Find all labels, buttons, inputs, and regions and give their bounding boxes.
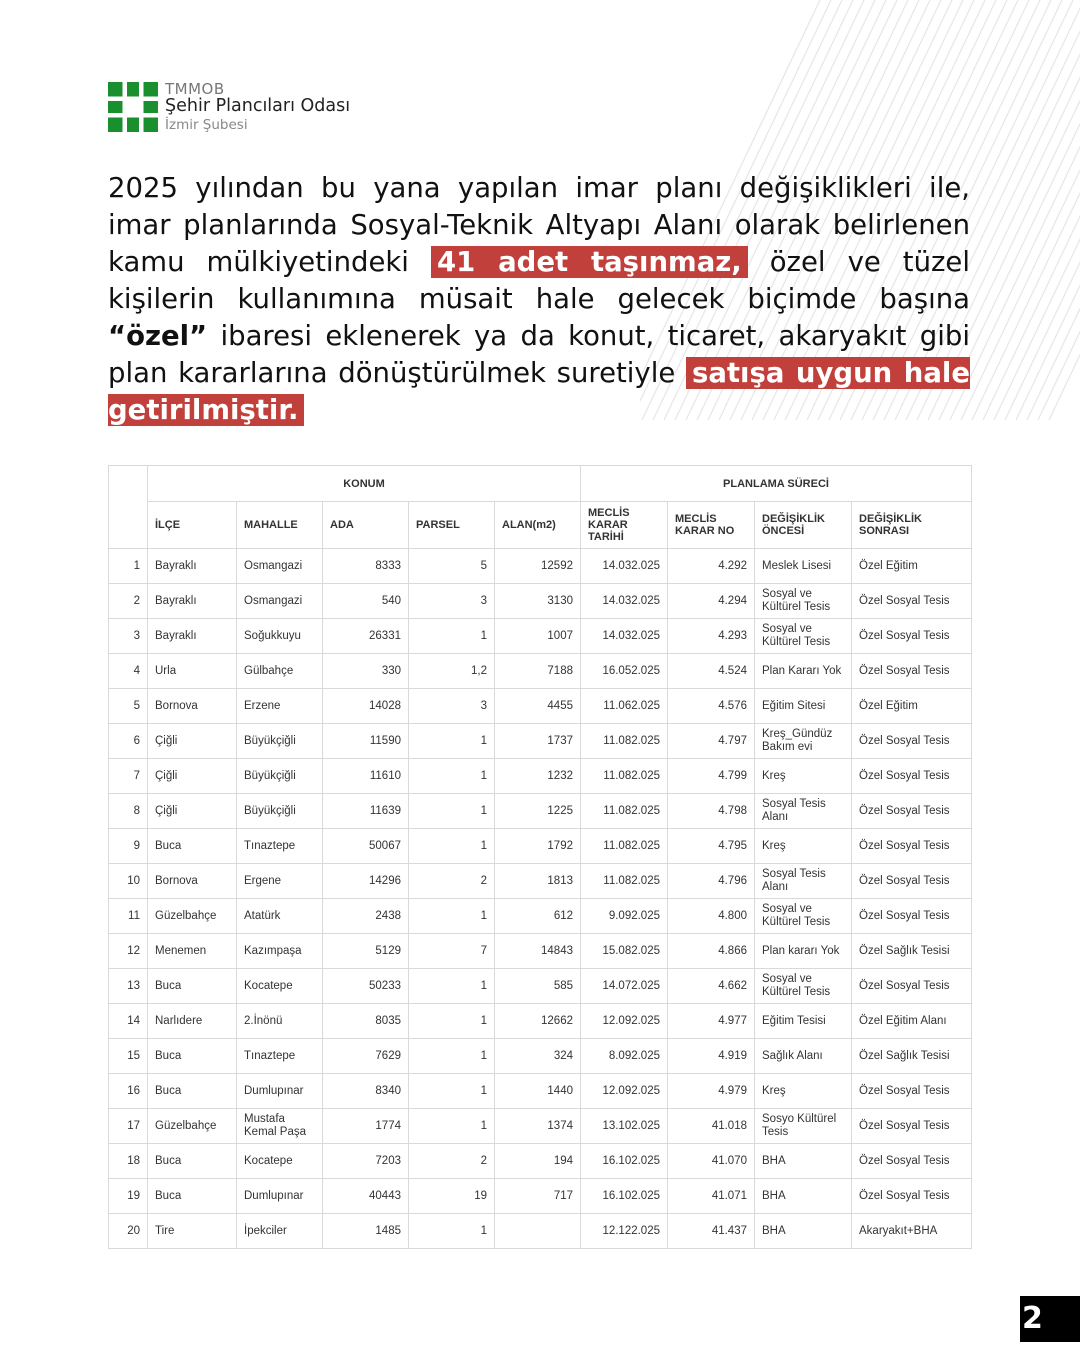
- table-cell: Kreş: [755, 759, 852, 794]
- intro-text-1: 2025 yılından bu yana yapılan imar planı değişiklikleri ile, imar planlarında Sosyal-Teknik Altyapı Alanı olarak belirlenen kamu mülkiyetindeki: [108, 172, 970, 278]
- table-cell: 11.082.025: [581, 724, 668, 759]
- table-cell: Kreş_Gündüz Bakım evi: [755, 724, 852, 759]
- table-cell: 4.524: [668, 654, 755, 689]
- table-cell: [495, 1214, 581, 1249]
- table-cell: Plan Kararı Yok: [755, 654, 852, 689]
- row-index: 6: [109, 724, 148, 759]
- table-cell: 14.032.025: [581, 584, 668, 619]
- table-cell: 1774: [323, 1109, 409, 1144]
- table-cell: 4.294: [668, 584, 755, 619]
- table-cell: Sosyal ve Kültürel Tesis: [755, 584, 852, 619]
- table-cell: 1: [409, 1074, 495, 1109]
- table-cell: 1792: [495, 829, 581, 864]
- property-changes-table: [108, 465, 972, 1249]
- table-cell: Gülbahçe: [237, 654, 323, 689]
- intro-text-2: özel ve tüzel kişilerin kullanımına müsait hale gelecek biçimde başına: [108, 246, 970, 315]
- table-cell: 1: [409, 1214, 495, 1249]
- row-index: 2: [109, 584, 148, 619]
- row-index: 7: [109, 759, 148, 794]
- table-cell: 12662: [495, 1004, 581, 1039]
- table-cell: Özel Eğitim: [852, 549, 972, 584]
- table-cell: 324: [495, 1039, 581, 1074]
- table-row: [109, 654, 972, 689]
- table-row: [109, 584, 972, 619]
- row-index: 19: [109, 1179, 148, 1214]
- table-row: [109, 829, 972, 864]
- row-index: 20: [109, 1214, 148, 1249]
- table-cell: 12.092.025: [581, 1004, 668, 1039]
- table-cell: Dumlupınar: [237, 1074, 323, 1109]
- column-header: MECLİS KARAR TARİHİ: [581, 502, 668, 549]
- table-cell: 41.437: [668, 1214, 755, 1249]
- table-cell: Özel Sosyal Tesis: [852, 1109, 972, 1144]
- table-row: [109, 864, 972, 899]
- table-cell: 1,2: [409, 654, 495, 689]
- table-cell: Sosyal ve Kültürel Tesis: [755, 969, 852, 1004]
- table-cell: Osmangazi: [237, 549, 323, 584]
- table-cell: 194: [495, 1144, 581, 1179]
- table-cell: Bornova: [148, 864, 237, 899]
- table-cell: Buca: [148, 829, 237, 864]
- group-header-planlama: PLANLAMA SÜRECİ: [581, 466, 972, 502]
- page-number: 2: [1020, 1296, 1080, 1342]
- table-cell: 3: [409, 584, 495, 619]
- table-cell: 8.092.025: [581, 1039, 668, 1074]
- table-cell: 14296: [323, 864, 409, 899]
- table-cell: Özel Sosyal Tesis: [852, 1179, 972, 1214]
- table-row: [109, 549, 972, 584]
- table-cell: 1440: [495, 1074, 581, 1109]
- table-cell: 1: [409, 759, 495, 794]
- table-cell: Soğukkuyu: [237, 619, 323, 654]
- table-cell: Kreş: [755, 829, 852, 864]
- table-cell: Büyükçiğli: [237, 794, 323, 829]
- table-cell: Özel Sosyal Tesis: [852, 864, 972, 899]
- table-cell: Eğitim Tesisi: [755, 1004, 852, 1039]
- table-row: [109, 619, 972, 654]
- table-cell: 19: [409, 1179, 495, 1214]
- table-cell: 2: [409, 1144, 495, 1179]
- table-row: [109, 1109, 972, 1144]
- table-cell: 5: [409, 549, 495, 584]
- table-cell: BHA: [755, 1179, 852, 1214]
- table-cell: 50067: [323, 829, 409, 864]
- table-cell: 1: [409, 1039, 495, 1074]
- table-cell: Güzelbahçe: [148, 1109, 237, 1144]
- table-cell: Bayraklı: [148, 584, 237, 619]
- table-cell: Özel Sosyal Tesis: [852, 1144, 972, 1179]
- table-row: [109, 1179, 972, 1214]
- table-row: [109, 1214, 972, 1249]
- column-header: DEĞİŞİKLİK SONRASI: [852, 502, 972, 549]
- table-cell: Büyükçiğli: [237, 759, 323, 794]
- table-cell: Osmangazi: [237, 584, 323, 619]
- table-cell: Atatürk: [237, 899, 323, 934]
- table-cell: 330: [323, 654, 409, 689]
- table-cell: 11.082.025: [581, 829, 668, 864]
- table-cell: Büyükçiğli: [237, 724, 323, 759]
- table-cell: Urla: [148, 654, 237, 689]
- table-cell: Menemen: [148, 934, 237, 969]
- table-cell: Bayraklı: [148, 619, 237, 654]
- table-cell: 4.799: [668, 759, 755, 794]
- table-cell: Eğitim Sitesi: [755, 689, 852, 724]
- table-cell: 4.866: [668, 934, 755, 969]
- table-cell: 4.576: [668, 689, 755, 724]
- table-cell: 11.082.025: [581, 794, 668, 829]
- row-index: 17: [109, 1109, 148, 1144]
- table-cell: 7: [409, 934, 495, 969]
- table-cell: 1: [409, 794, 495, 829]
- table-row: [109, 794, 972, 829]
- logo-branch: İzmir Şubesi: [165, 116, 248, 133]
- table-cell: Sağlık Alanı: [755, 1039, 852, 1074]
- table-cell: 717: [495, 1179, 581, 1214]
- table-cell: 12.122.025: [581, 1214, 668, 1249]
- table-row: [109, 1039, 972, 1074]
- table-cell: Kocatepe: [237, 1144, 323, 1179]
- column-header: MECLİS KARAR NO: [668, 502, 755, 549]
- table-cell: 1225: [495, 794, 581, 829]
- table-cell: 1: [409, 619, 495, 654]
- table-cell: 16.102.025: [581, 1144, 668, 1179]
- index-header: [109, 466, 148, 549]
- table-cell: 14843: [495, 934, 581, 969]
- table-cell: Özel Sosyal Tesis: [852, 794, 972, 829]
- table-cell: 540: [323, 584, 409, 619]
- table-cell: Akaryakıt+BHA: [852, 1214, 972, 1249]
- table-cell: 11610: [323, 759, 409, 794]
- row-index: 13: [109, 969, 148, 1004]
- table-cell: Sosyal ve Kültürel Tesis: [755, 619, 852, 654]
- table-cell: 1737: [495, 724, 581, 759]
- intro-paragraph: [108, 170, 970, 429]
- column-header: DEĞİŞİKLİK ÖNCESİ: [755, 502, 852, 549]
- row-index: 1: [109, 549, 148, 584]
- table-cell: 2: [409, 864, 495, 899]
- table-cell: Buca: [148, 1179, 237, 1214]
- table-cell: 4.979: [668, 1074, 755, 1109]
- table-cell: 3: [409, 689, 495, 724]
- table-cell: İpekciler: [237, 1214, 323, 1249]
- table-cell: Sosyo Kültürel Tesis: [755, 1109, 852, 1144]
- table-cell: 11.082.025: [581, 759, 668, 794]
- table-cell: Meslek Lisesi: [755, 549, 852, 584]
- row-index: 16: [109, 1074, 148, 1109]
- row-index: 15: [109, 1039, 148, 1074]
- table-cell: Sosyal Tesis Alanı: [755, 794, 852, 829]
- table-cell: 41.018: [668, 1109, 755, 1144]
- table-cell: Buca: [148, 1039, 237, 1074]
- table-cell: BHA: [755, 1144, 852, 1179]
- table-cell: 11.082.025: [581, 864, 668, 899]
- table-cell: 612: [495, 899, 581, 934]
- table-cell: 40443: [323, 1179, 409, 1214]
- logo-organization-name: Şehir Plancıları Odası: [165, 96, 351, 116]
- table-cell: 14.032.025: [581, 619, 668, 654]
- table-cell: 11.062.025: [581, 689, 668, 724]
- table-cell: Sosyal Tesis Alanı: [755, 864, 852, 899]
- table-cell: 26331: [323, 619, 409, 654]
- table-row: [109, 724, 972, 759]
- column-header: ALAN(m2): [495, 502, 581, 549]
- table-cell: Kreş: [755, 1074, 852, 1109]
- table-cell: 585: [495, 969, 581, 1004]
- table-cell: Özel Eğitim: [852, 689, 972, 724]
- table-row: [109, 899, 972, 934]
- table-cell: Bayraklı: [148, 549, 237, 584]
- table-cell: 14028: [323, 689, 409, 724]
- table-row: [109, 1074, 972, 1109]
- table-cell: 4.662: [668, 969, 755, 1004]
- table-cell: 50233: [323, 969, 409, 1004]
- column-header: ADA: [323, 502, 409, 549]
- table-cell: 8340: [323, 1074, 409, 1109]
- table-cell: Özel Sosyal Tesis: [852, 969, 972, 1004]
- column-header: İLÇE: [148, 502, 237, 549]
- row-index: 10: [109, 864, 148, 899]
- table-cell: Çiğli: [148, 724, 237, 759]
- row-index: 8: [109, 794, 148, 829]
- row-index: 14: [109, 1004, 148, 1039]
- table-cell: 7203: [323, 1144, 409, 1179]
- table-row: [109, 759, 972, 794]
- row-index: 3: [109, 619, 148, 654]
- table-cell: 9.092.025: [581, 899, 668, 934]
- table-cell: 16.102.025: [581, 1179, 668, 1214]
- table-cell: 1813: [495, 864, 581, 899]
- table-cell: 1232: [495, 759, 581, 794]
- quoted-ozel: “özel”: [108, 320, 208, 352]
- logo-grid-icon: [108, 82, 158, 132]
- table-cell: 1: [409, 1004, 495, 1039]
- table-cell: 4.795: [668, 829, 755, 864]
- table-cell: Tınaztepe: [237, 829, 323, 864]
- table-cell: 12592: [495, 549, 581, 584]
- table-cell: 7188: [495, 654, 581, 689]
- table-cell: Tınaztepe: [237, 1039, 323, 1074]
- table-cell: Özel Sosyal Tesis: [852, 654, 972, 689]
- table-cell: Özel Sosyal Tesis: [852, 619, 972, 654]
- table-cell: 14.072.025: [581, 969, 668, 1004]
- table-cell: Tire: [148, 1214, 237, 1249]
- table-cell: Özel Sosyal Tesis: [852, 724, 972, 759]
- table-cell: 4.919: [668, 1039, 755, 1074]
- table-cell: Bornova: [148, 689, 237, 724]
- table-row: [109, 969, 972, 1004]
- table-cell: Erzene: [237, 689, 323, 724]
- table-cell: 8333: [323, 549, 409, 584]
- table-cell: 5129: [323, 934, 409, 969]
- table-cell: Buca: [148, 1074, 237, 1109]
- highlight-sale-ready: satışa uygun hale getirilmiştir.: [108, 357, 970, 426]
- table-cell: 1: [409, 969, 495, 1004]
- organization-logo: [108, 82, 350, 132]
- table-cell: 4.798: [668, 794, 755, 829]
- row-index: 12: [109, 934, 148, 969]
- table-cell: 41.070: [668, 1144, 755, 1179]
- table-cell: 4.800: [668, 899, 755, 934]
- table-cell: 7629: [323, 1039, 409, 1074]
- table-cell: 12.092.025: [581, 1074, 668, 1109]
- row-index: 18: [109, 1144, 148, 1179]
- table-cell: 15.082.025: [581, 934, 668, 969]
- table-cell: 2438: [323, 899, 409, 934]
- table-row: [109, 1004, 972, 1039]
- table-cell: 1: [409, 1109, 495, 1144]
- row-index: 9: [109, 829, 148, 864]
- table-cell: 3130: [495, 584, 581, 619]
- table-cell: 1: [409, 829, 495, 864]
- table-row: [109, 934, 972, 969]
- table-cell: Kocatepe: [237, 969, 323, 1004]
- table-row: [109, 689, 972, 724]
- table-cell: 1: [409, 724, 495, 759]
- row-index: 11: [109, 899, 148, 934]
- table-cell: 4.977: [668, 1004, 755, 1039]
- table-cell: BHA: [755, 1214, 852, 1249]
- table-cell: 4.292: [668, 549, 755, 584]
- table-cell: 13.102.025: [581, 1109, 668, 1144]
- table-cell: Buca: [148, 969, 237, 1004]
- highlight-property-count: 41 adet taşınmaz,: [431, 246, 748, 278]
- table-cell: Çiğli: [148, 759, 237, 794]
- table-cell: 14.032.025: [581, 549, 668, 584]
- table-row: [109, 1144, 972, 1179]
- table-cell: 41.071: [668, 1179, 755, 1214]
- table-cell: Güzelbahçe: [148, 899, 237, 934]
- table-cell: 1374: [495, 1109, 581, 1144]
- table-cell: Özel Sosyal Tesis: [852, 759, 972, 794]
- table-cell: Plan kararı Yok: [755, 934, 852, 969]
- table-cell: Sosyal ve Kültürel Tesis: [755, 899, 852, 934]
- table-cell: Kazımpaşa: [237, 934, 323, 969]
- table-cell: Çiğli: [148, 794, 237, 829]
- intro-text-3: ibaresi eklenerek ya da konut, ticaret, akaryakıt gibi plan kararlarına dönüştürülmek suretiyle: [108, 320, 970, 389]
- table-cell: 11590: [323, 724, 409, 759]
- row-index: 5: [109, 689, 148, 724]
- column-header: PARSEL: [409, 502, 495, 549]
- table-cell: Özel Sosyal Tesis: [852, 829, 972, 864]
- table-cell: Özel Sosyal Tesis: [852, 584, 972, 619]
- table-cell: 16.052.025: [581, 654, 668, 689]
- table-cell: Özel Sosyal Tesis: [852, 899, 972, 934]
- table-cell: Dumlupınar: [237, 1179, 323, 1214]
- table-cell: 1: [409, 899, 495, 934]
- table-cell: Buca: [148, 1144, 237, 1179]
- table-cell: 4.796: [668, 864, 755, 899]
- table-cell: 4455: [495, 689, 581, 724]
- table-cell: Narlıdere: [148, 1004, 237, 1039]
- table-cell: 1007: [495, 619, 581, 654]
- logo-tmmob: TMMOB: [165, 80, 225, 98]
- table-cell: 4.797: [668, 724, 755, 759]
- table-cell: 4.293: [668, 619, 755, 654]
- table-cell: 2.İnönü: [237, 1004, 323, 1039]
- table-cell: Özel Sağlık Tesisi: [852, 934, 972, 969]
- table-cell: Ergene: [237, 864, 323, 899]
- table-cell: Özel Sağlık Tesisi: [852, 1039, 972, 1074]
- table-cell: 1485: [323, 1214, 409, 1249]
- row-index: 4: [109, 654, 148, 689]
- table-cell: 11639: [323, 794, 409, 829]
- table-cell: Özel Eğitim Alanı: [852, 1004, 972, 1039]
- table-cell: Özel Sosyal Tesis: [852, 1074, 972, 1109]
- column-header: MAHALLE: [237, 502, 323, 549]
- table-cell: 8035: [323, 1004, 409, 1039]
- table-cell: Mustafa Kemal Paşa: [237, 1109, 323, 1144]
- group-header-konum: KONUM: [148, 466, 581, 502]
